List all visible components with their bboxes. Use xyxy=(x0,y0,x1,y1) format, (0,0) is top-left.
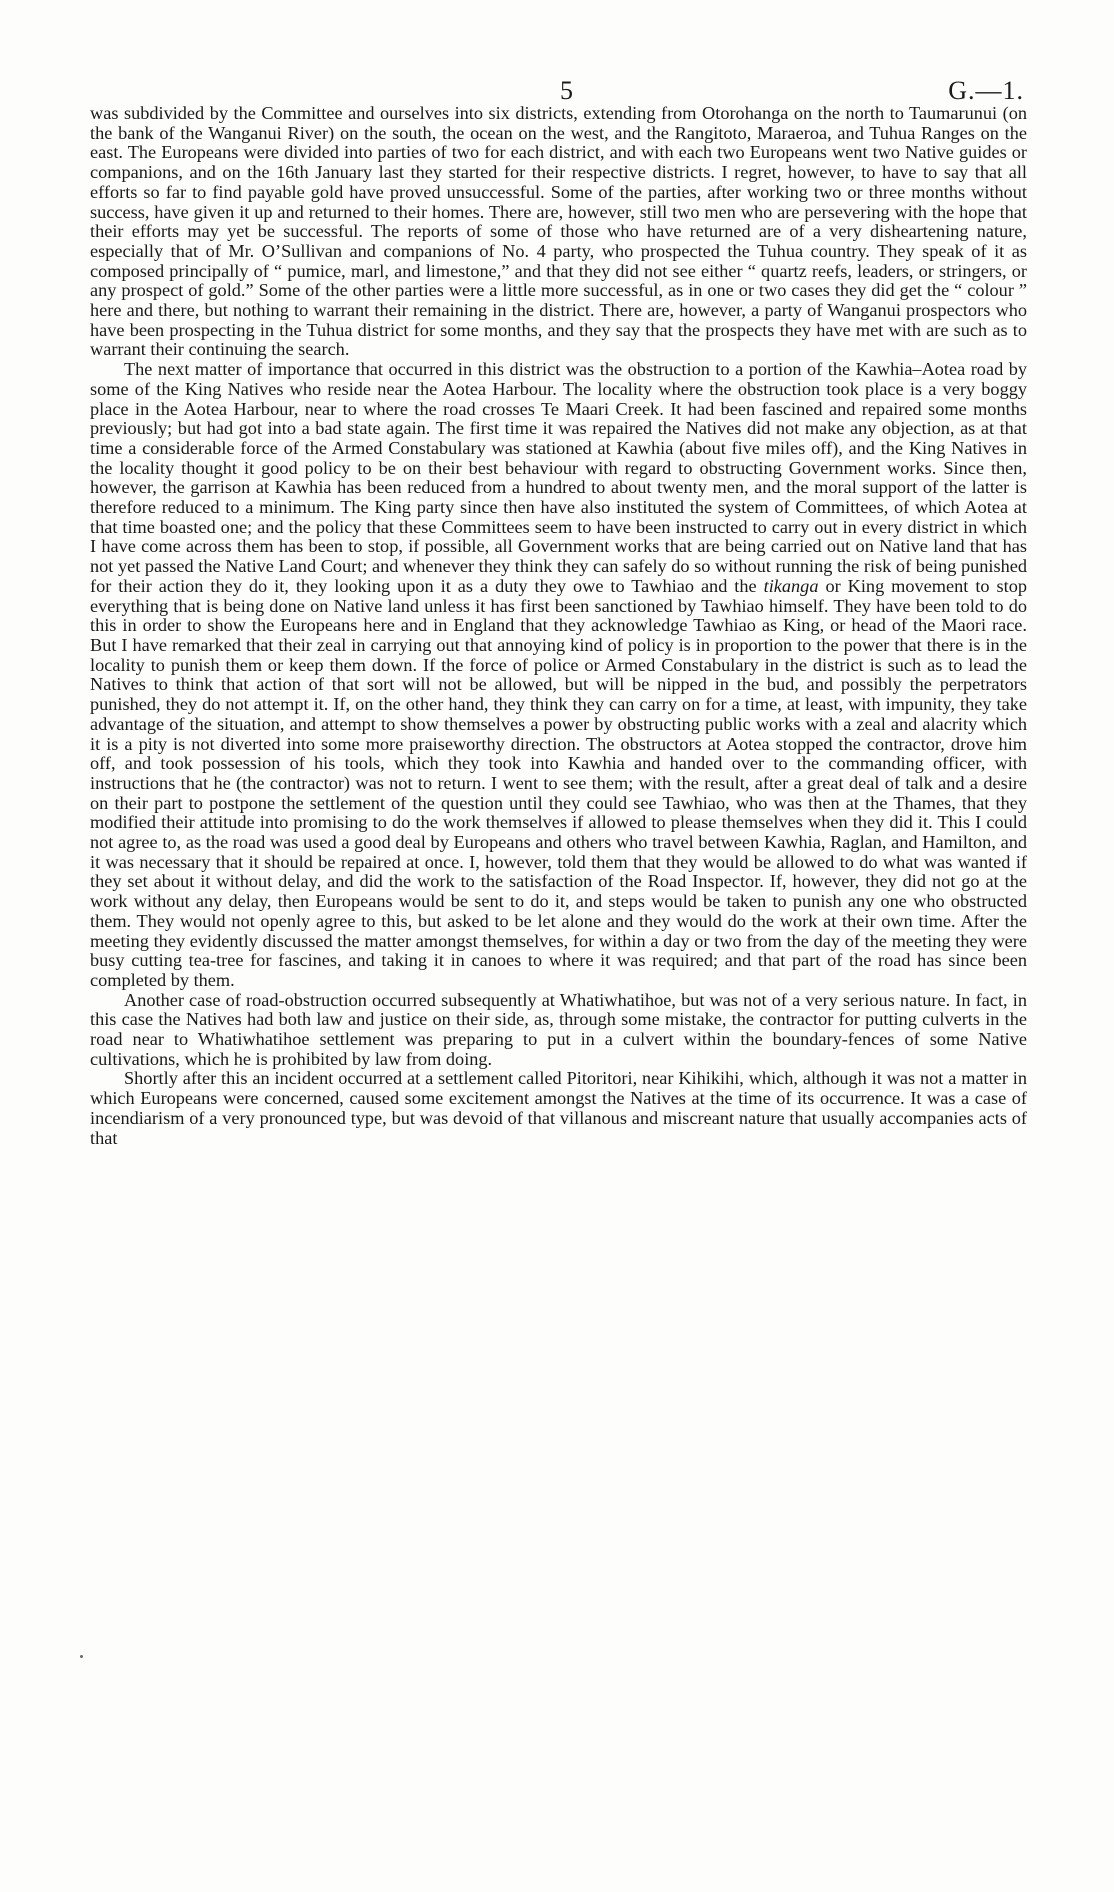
paper-speck xyxy=(80,1655,83,1658)
paragraph-4 xyxy=(90,1069,1027,1148)
page-number: 5 xyxy=(560,76,573,105)
paragraph-3 xyxy=(90,991,1027,1070)
paragraph-1 xyxy=(90,104,1027,360)
italic-term: tikanga xyxy=(763,575,819,596)
paragraph-text: Shortly after this an incident occurred at a settlement called Pitoritori, near Kihikihi, which, although it was not a matter in which Europeans were concerned, caused some excitement amongst the Natives at the time of its occurrence. It was a case of incendiarism of a very pronounced type, but was devoid of that villanous and miscreant nature that usually accompanies acts of that xyxy=(90,1068,1027,1148)
document-reference: G.—1. xyxy=(948,76,1024,105)
body-text xyxy=(90,104,1027,1148)
paragraph-text: The next matter of importance that occurred in this district was the obstruction to a portion of the Kawhia–Aotea road by some of the King Natives who reside near the Aotea Harbour. The locality where the obstruction took place is a very boggy place in the Aotea Harbour, near to where the road crosses Te Maari Creek. It had been fascined and repaired some months previously; but had got into a bad state again. The first time it was repaired the Natives did not make any objection, as at that time a considerable force of the Armed Constabulary was stationed at Kawhia (about five miles off), and the King Natives in the locality thought it good policy to be on their best behaviour with regard to obstructing Government works. Since then, however, the garrison at Kawhia has been reduced from a hundred to about twenty men, and the moral support of the latter is therefore reduced to a minimum. The King party since then have also instituted the system of Committees, of which Aotea at that time boasted one; and the policy that these Committees seem to have been instructed to carry out in every district in which I have come across them has been to stop, if possible, all Government works that are being carried out on Native land that has not yet passed the Native Land Court; and whenever they think they can safely do so without running the risk of being punished for their action they do it, they looking upon it as a duty they owe to Tawhiao and the xyxy=(90,359,1027,596)
paragraph-text: was subdivided by the Committee and ourselves into six districts, extending from Otorohanga on the north to Taumarunui (on the bank of the Wanganui River) on the south, the ocean on the west, and the Rangitoto, Maraeroa, and Tuhua Ranges on the east. The Europeans were divided into parties of two for each district, and with each two Europeans went two Native guides or companions, and on the 16th January last they started for their respective districts. I regret, however, to have to say that all efforts so far to find payable gold have proved unsuccessful. Some of the parties, after working two or three months without success, have given it up and returned to their homes. There are, however, still two men who are persevering with the hope that their efforts may yet be successful. The reports of some of those who have returned are of a very disheartening nature, especially that of Mr. O’Sullivan and companions of No. 4 party, who prospected the Tuhua country. They speak of it as composed principally of “ pumice, marl, and limestone,” and that they did not see either “ quartz reefs, leaders, or stringers, or any prospect of gold.” Some of the other parties were a little more successful, as in one or two cases they did get the “ colour ” here and there, but nothing to warrant their remaining in the district. There are, however, a party of Wanganui prospectors who have been prospecting in the Tuhua district for some months, and they say that the prospects they have met with are such as to warrant their continuing the search. xyxy=(90,103,1027,360)
paragraph-2 xyxy=(90,360,1027,991)
paragraph-text: Another case of road-obstruction occurred subsequently at Whatiwhatihoe, but was not of a very serious nature. In fact, in this case the Natives had both law and justice on their side, as, through some mistake, the contractor for putting culverts in the road near to Whatiwhatihoe settlement was preparing to put in a culvert within the boundary-fences of some Native cultivations, which he is prohibited by law from doing. xyxy=(90,989,1027,1069)
paragraph-text: or King movement to stop everything that is being done on Native land unless it has first been sanctioned by Tawhiao himself. They have been told to do this in order to show the Europeans here and in England that they acknowledge Tawhiao as King, or head of the Maori race. But I have remarked that their zeal in carrying out that annoying kind of policy is in proportion to the power that there is in the locality to punish them or keep them down. If the force of police or Armed Constabulary in the district is such as to lead the Natives to think that action of that sort will not be allowed, but will be nipped in the bud, and possibly the perpetrators punished, they do not attempt it. If, on the other hand, they think they can carry on for a time, at least, with impunity, they take advantage of the situation, and attempt to show themselves a power by obstructing public works with a zeal and alacrity which it is a pity is not diverted into some more praiseworthy direction. The obstructors at Aotea stopped the contractor, drove him off, and took possession of his tools, which they took into Kawhia and handed over to the commanding officer, with instructions that he (the contractor) was not to return. I went to see them; with the result, after a great deal of talk and a desire on their part to postpone the settlement of the question until they could see Tawhiao, who was then at the Thames, that they modified their attitude into promising to do the work themselves if allowed to please themselves when they did it. This I could not agree to, as the road was used a good deal by Europeans and others who travel between Kawhia, Raglan, and Hamilton, and it was necessary that it should be repaired at once. I, however, told them that they would be allowed to do what was wanted if they set about it without delay, and did the work to the satisfaction of the Road Inspector. If, however, they did not go at the work without any delay, then Europeans would be sent to do it, and steps would be taken to punish any one who obstructed them. They would not openly agree to this, but asked to be let alone and they would do the work at their own time. After the meeting they evidently discussed the matter amongst themselves, for within a day or two from the day of the meeting they were busy cutting tea-tree for fascines, and taking it in canoes to where it was required; and that part of the road has since been completed by them. xyxy=(90,575,1027,990)
